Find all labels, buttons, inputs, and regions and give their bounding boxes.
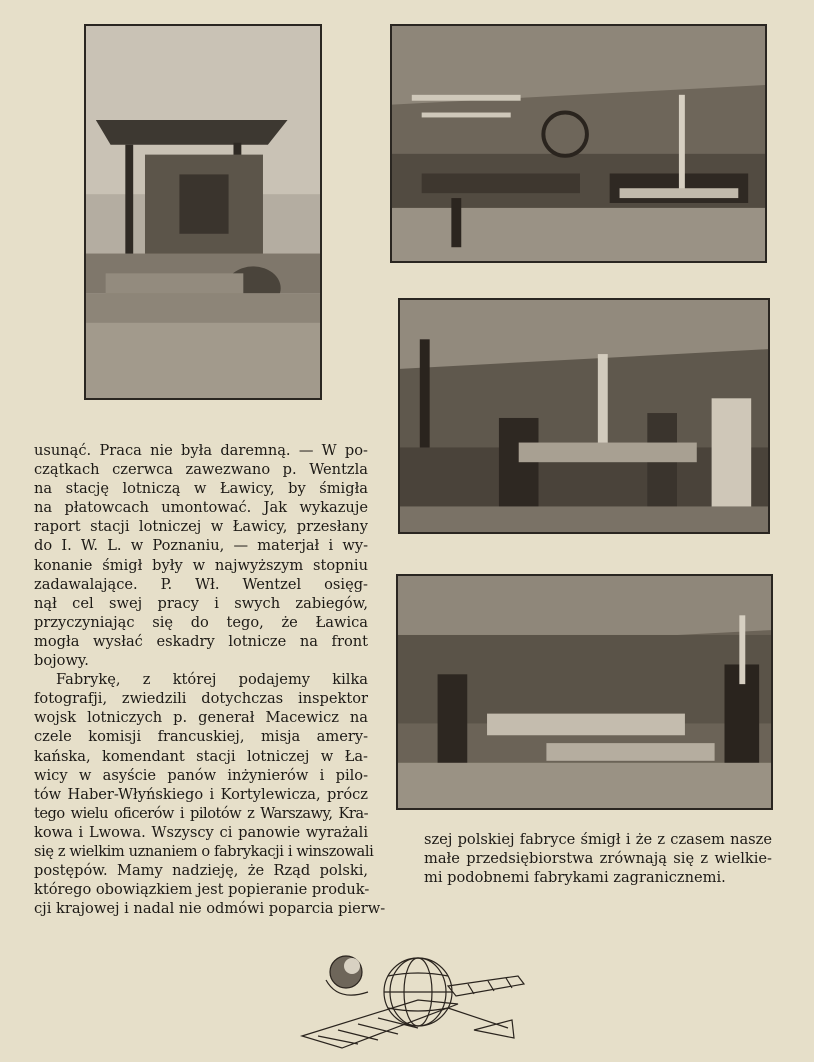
photo-workshop-2	[398, 298, 770, 534]
paragraph-2	[34, 670, 386, 918]
text-line: małe przedsiębiorstwa zrównają się z wielkie-	[424, 850, 772, 868]
text-line: się z wielkim uznaniem o fabrykacji i winszowali	[34, 842, 374, 860]
text-line: tego wielu oficerów i pilotów z Warszawy, Kra-	[34, 804, 368, 822]
article-left-column	[34, 441, 386, 918]
text-line: kowa i Lwowa. Wszyscy ci panowie wyrażali	[34, 823, 368, 841]
text-line: do I. W. L. w Poznaniu, — materjał i wy-	[34, 537, 368, 555]
text-line: bojowy.	[34, 652, 89, 670]
text-line: Fabrykę, z której podajemy kilka	[56, 671, 368, 689]
airplane-globe-icon	[298, 944, 530, 1056]
photo-workshop-3	[396, 574, 773, 810]
text-line: którego obowiązkiem jest popieranie produk-	[34, 881, 370, 899]
text-line: mi podobnemi fabrykami zagranicznemi.	[424, 869, 726, 887]
article-right-column	[424, 830, 772, 887]
text-line: przyczyniając się do tego, że Ławica	[34, 613, 368, 631]
photo-sawmill	[84, 24, 322, 400]
text-line: zadawalające. P. Wł. Wentzel osięg-	[34, 575, 368, 593]
text-line: kańska, komendant stacji lotniczej w Ła-	[34, 747, 368, 765]
text-line: raport stacji lotniczej w Ławicy, przesłany	[34, 518, 368, 536]
text-line: nął cel swej pracy i swych zabiegów,	[34, 594, 368, 612]
text-line: szej polskiej fabryce śmigł i że z czasem nasze	[424, 831, 772, 848]
text-line: mogła wysłać eskadry lotnicze na front	[34, 632, 368, 650]
text-line: czątkach czerwca zawezwano p. Wentzla	[34, 461, 368, 479]
text-line: fotografji, zwiedzili dotychczas inspektor	[34, 690, 368, 708]
text-line: wicy w asyście panów inżynierów i pilo-	[34, 766, 368, 784]
text-line: na płatowcach umontować. Jak wykazuje	[34, 499, 368, 517]
text-line: cji krajowej i nadal nie odmówi poparcia pierw-	[34, 900, 386, 918]
photo-workshop-1	[390, 24, 767, 263]
text-line: usunąć. Praca nie była daremną. — W po-	[34, 442, 368, 459]
text-line: postępów. Mamy nadzieję, że Rząd polski,	[34, 862, 368, 880]
paragraph-1	[34, 441, 368, 670]
text-line: na stację lotniczą w Ławicy, by śmigła	[34, 480, 368, 498]
text-line: konanie śmigł były w najwyższym stopniu	[34, 556, 368, 574]
text-line: czele komisji francuskiej, misja amery-	[34, 728, 368, 746]
text-line: tów Haber-Włyńskiego i Kortylewicza, prócz	[34, 785, 368, 803]
text-line: wojsk lotniczych p. generał Macewicz na	[34, 709, 368, 727]
